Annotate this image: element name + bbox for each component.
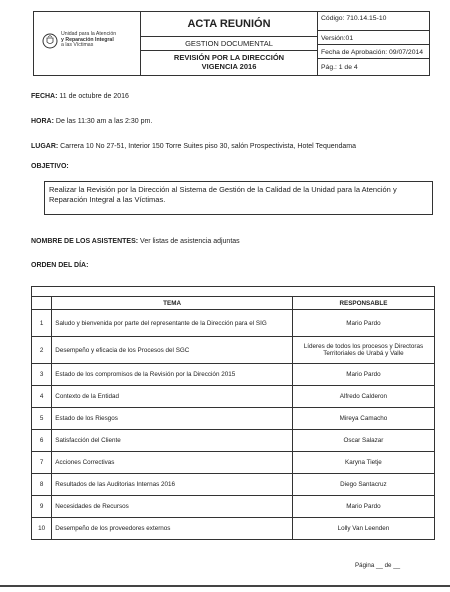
lugar-line: LUGAR: Carrera 10 No 27-51, Interior 150 Torre Suites piso 30, salón Prospectivista, Hotel Tequendama	[31, 143, 357, 150]
entity-name: Unidad para la Atención y Reparación Integral a las Víctimas	[61, 31, 117, 49]
table-row: 4 Contexto de la Entidad Alfredo Calderon	[32, 386, 435, 408]
objetivo-label: OBJETIVO:	[31, 163, 69, 170]
header-revision: REVISIÓN POR LA DIRECCIÓN VIGENCIA 2016	[173, 53, 285, 71]
table-row: 10 Desempeño de los proveedores externos Lolly Van Leenden	[32, 518, 435, 540]
objetivo-text: Realizar la Revisión por la Dirección al Sistema de Gestión de la Calidad de la Unidad para la Atención y Reparación Integral a las Víctimas.	[44, 181, 433, 215]
page-footer-label: Página __ de __	[355, 562, 401, 569]
header-title-block	[141, 12, 318, 75]
hora-value: De las 11:30 am a las 2:30 pm.	[55, 118, 153, 125]
header-tema: TEMA	[52, 297, 293, 310]
codigo: Código: 710.14.15-10	[318, 12, 429, 31]
fecha-value: 11 de octubre de 2016	[59, 93, 129, 100]
table-row: 7 Acciones Correctivas Karyna Tietje	[32, 452, 435, 474]
table-spacer-row	[32, 287, 435, 297]
lugar-value: Carrera 10 No 27-51, Interior 150 Torre Suites piso 30, salón Prospectivista, Hotel Tequendama	[60, 143, 357, 150]
table-row: 1 Saludo y bienvenida por parte del representante de la Dirección para el SIG Mario Pardo	[32, 310, 435, 337]
table-row: 8 Resultados de las Auditorias Internas 2016 Diego Santacruz	[32, 474, 435, 496]
coat-of-arms-icon	[42, 33, 58, 49]
asistentes-value: Ver listas de asistencia adjuntas	[140, 238, 240, 245]
table-row: 2 Desempeño y eficacia de los Procesos del SGC Líderes de todos los procesos y Directoras Territoriales de Urabá y Valle	[32, 337, 435, 364]
bottom-rule	[0, 585, 450, 587]
version: Versión:01	[318, 32, 429, 45]
agenda-table	[31, 286, 435, 540]
table-row: 6 Satisfacción del Cliente Oscar Salazar	[32, 430, 435, 452]
document-control-info	[318, 12, 429, 75]
page-number: Pág.: 1 de 4	[321, 64, 358, 71]
fecha-aprobacion: Fecha de Aprobación: 09/07/2014	[318, 46, 429, 59]
table-header-row	[32, 297, 435, 310]
header-subtitle: GESTION DOCUMENTAL	[141, 37, 317, 51]
hora-line: HORA: De las 11:30 am a las 2:30 pm.	[31, 118, 153, 125]
table-row: 5 Estado de los Riesgos Mireya Camacho	[32, 408, 435, 430]
document-header	[33, 11, 430, 76]
orden-label: ORDEN DEL DÍA:	[31, 262, 89, 269]
table-row: 9 Necesidades de Recursos Mario Pardo	[32, 496, 435, 518]
entity-logo	[34, 12, 141, 75]
page-title: ACTA REUNIÓN	[141, 12, 317, 37]
asistentes-line: NOMBRE DE LOS ASISTENTES: Ver listas de asistencia adjuntas	[31, 238, 240, 245]
header-responsable: RESPONSABLE	[292, 297, 434, 310]
fecha-line: FECHA: 11 de octubre de 2016	[31, 93, 129, 100]
table-row: 3 Estado de los compromisos de la Revisión por la Dirección 2015 Mario Pardo	[32, 364, 435, 386]
